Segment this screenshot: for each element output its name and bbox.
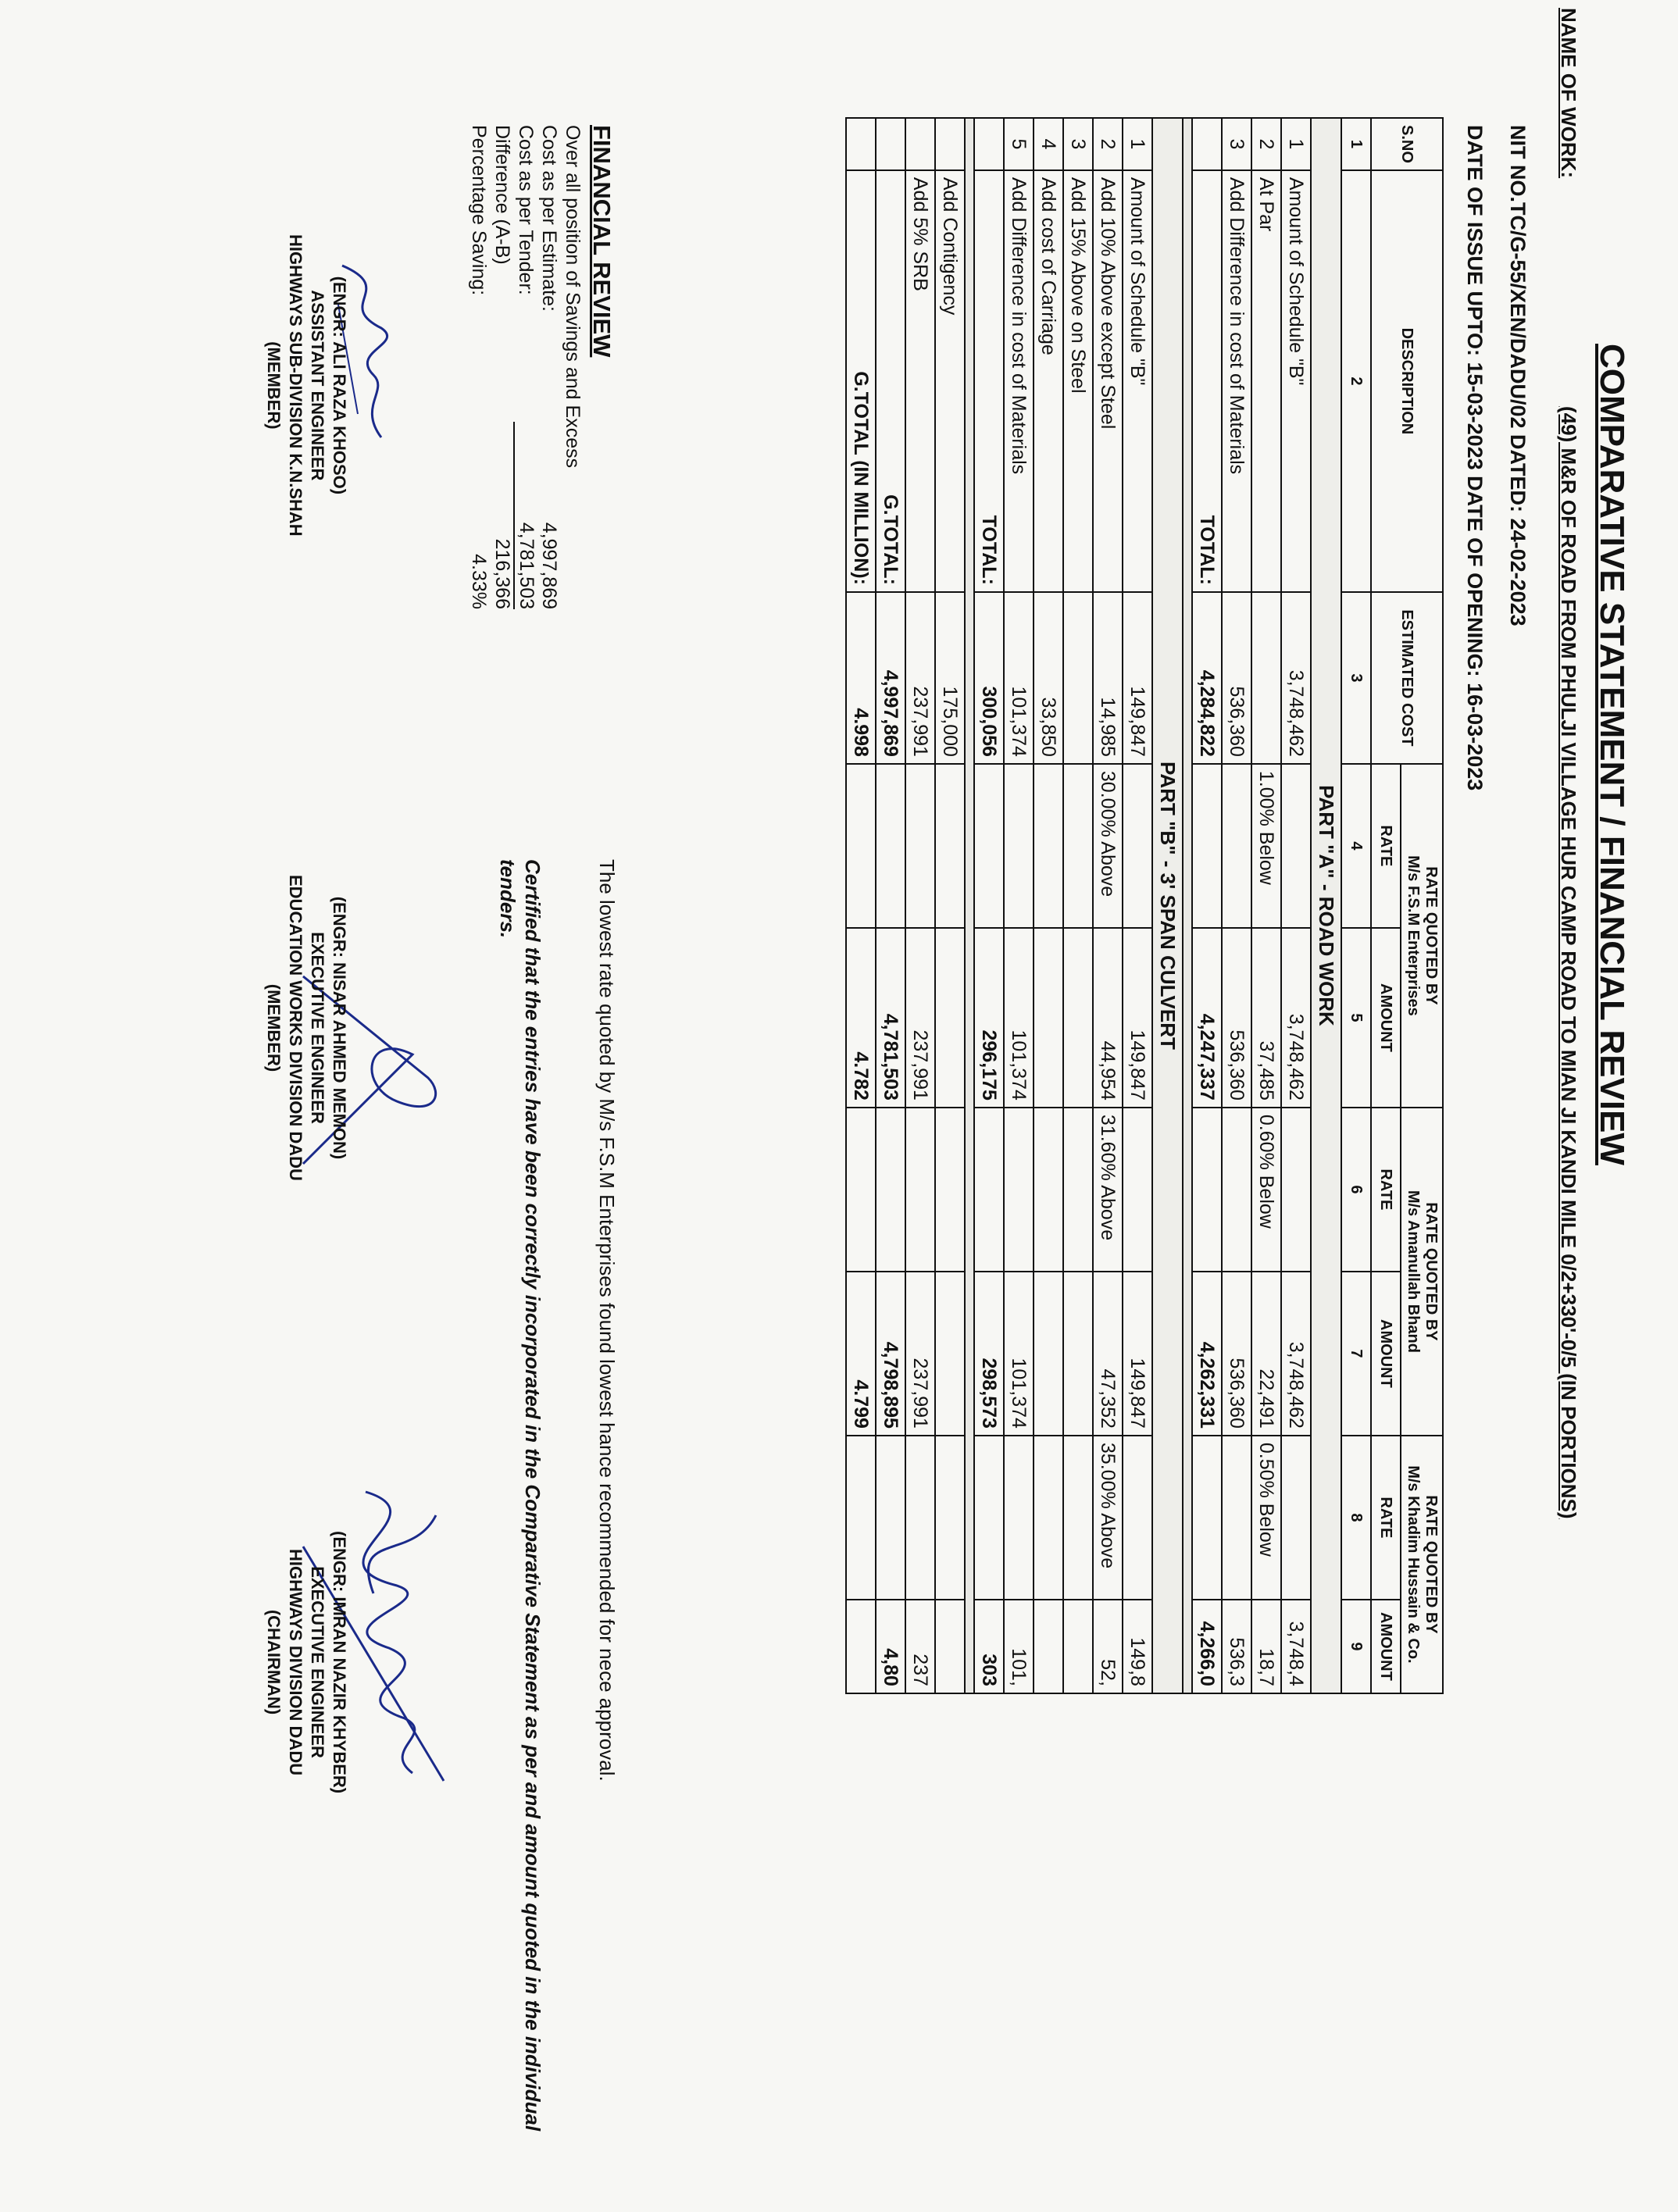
signatory-1 xyxy=(262,234,350,537)
header-rate: RATE xyxy=(1371,1436,1401,1600)
row-estimated-cost: 101,374 xyxy=(1004,592,1034,764)
column-number: 3 xyxy=(1341,592,1371,764)
row-sno: 2 xyxy=(1251,118,1281,170)
grand-total-amount-3: 4,80 xyxy=(876,1600,905,1693)
header-amount: AMOUNT xyxy=(1371,1600,1401,1693)
row-amount-1 xyxy=(1034,928,1063,1108)
row-amount-3: 18,7 xyxy=(1251,1600,1281,1693)
header-sno: S.NO xyxy=(1371,118,1443,170)
row-description: Add Contigency xyxy=(935,170,965,592)
total-label: TOTAL: xyxy=(1192,170,1222,592)
signatory-3 xyxy=(262,1531,350,1793)
total-estimated-cost: 300,056 xyxy=(974,592,1004,764)
quoted-by-label: RATE QUOTED BY xyxy=(1423,1495,1440,1634)
table-row xyxy=(1251,118,1281,1693)
row-amount-2: 237,991 xyxy=(905,1272,935,1436)
signatory-role: (CHAIRMAN) xyxy=(264,1609,284,1715)
bidder-1-name: M/s F.S.M Enterprises xyxy=(1405,855,1422,1016)
row-sno: 5 xyxy=(1004,118,1034,170)
bidder-2-name: M/s Amanullah Bhand xyxy=(1405,1190,1422,1353)
row-rate-3 xyxy=(1123,1436,1152,1600)
row-amount-2: 536,360 xyxy=(1222,1272,1251,1436)
row-rate-1: 30.00% Above xyxy=(1093,764,1123,928)
row-amount-1 xyxy=(1063,928,1093,1108)
header-rate: RATE xyxy=(1371,1108,1401,1272)
quoted-by-label: RATE QUOTED BY xyxy=(1423,866,1440,1005)
row-rate-3 xyxy=(1004,1436,1034,1600)
table-row xyxy=(1123,118,1152,1693)
grand-total-million-row xyxy=(846,118,876,1693)
part-b-total-row xyxy=(974,118,1004,1693)
column-number: 4 xyxy=(1341,764,1371,928)
row-amount-3: 237 xyxy=(905,1600,935,1693)
grand-total-label: G.TOTAL: xyxy=(876,170,905,592)
signatory-role: (MEMBER) xyxy=(264,341,284,430)
row-sno: 4 xyxy=(1034,118,1063,170)
row-amount-2 xyxy=(1063,1272,1093,1436)
row-rate-3: 35.00% Above xyxy=(1093,1436,1123,1600)
row-estimated-cost: 33,850 xyxy=(1034,592,1063,764)
signatory-name: (ENGR: IMRAN NAZIR KHYBER) xyxy=(330,1531,349,1794)
review-label: Cost as per Tender: xyxy=(515,125,537,295)
part-b-title: PART "B" - 3' SPAN CULVERT xyxy=(1152,118,1183,1693)
grand-total-million-amount-3 xyxy=(846,1600,876,1693)
table-row xyxy=(1063,118,1093,1693)
row-amount-1: 37,485 xyxy=(1251,928,1281,1108)
row-rate-2: 31.60% Above xyxy=(1093,1108,1123,1272)
row-description: Amount of Schedule "B" xyxy=(1281,170,1311,592)
row-description: Add cost of Carriage xyxy=(1034,170,1063,592)
nit-number: NIT NO.TC/G-55/XEN/DADU/02 DATED: 24-02-2023 xyxy=(1506,125,1530,626)
review-value: 216,366 xyxy=(491,538,514,609)
row-sno: 1 xyxy=(1281,118,1311,170)
row-rate-1 xyxy=(1123,764,1152,928)
header-bidder-3 xyxy=(1401,1436,1443,1693)
header-rate: RATE xyxy=(1371,764,1401,928)
row-description: Add 15% Above on Steel xyxy=(1063,170,1093,592)
review-label: Percentage Saving: xyxy=(468,125,491,296)
row-sno: 3 xyxy=(1222,118,1251,170)
signatory-office: HIGHWAYS DIVISION DADU xyxy=(286,1548,305,1776)
name-of-work: (49) M&R OF ROAD FROM PHULJI VILLAGE HUR CAMP ROAD TO MIAN JI KANDI MILE 0/2+330'-0/5 (IN PORTIONS) xyxy=(1557,406,1580,1519)
row-rate-2 xyxy=(1004,1108,1034,1272)
row-estimated-cost: 175,000 xyxy=(935,592,965,764)
grand-total-million-estimated: 4.998 xyxy=(846,592,876,764)
table-row xyxy=(1093,118,1123,1693)
table-row xyxy=(1034,118,1063,1693)
header-estimated-cost: ESTIMATED COST xyxy=(1371,592,1443,764)
row-rate-1: 1.00% Below xyxy=(1251,764,1281,928)
table-row xyxy=(905,118,935,1693)
row-rate-1 xyxy=(1004,764,1034,928)
row-amount-3: 149,8 xyxy=(1123,1600,1152,1693)
row-estimated-cost: 536,360 xyxy=(1222,592,1251,764)
row-estimated-cost: 3,748,462 xyxy=(1281,592,1311,764)
signatory-office: EDUCATION WORKS DIVISION DADU xyxy=(286,875,305,1181)
row-amount-1: 237,991 xyxy=(905,928,935,1108)
grand-total-row xyxy=(876,118,905,1693)
column-number: 8 xyxy=(1341,1436,1371,1600)
grand-total-million-amount-1: 4.782 xyxy=(846,928,876,1108)
row-description: Add 10% Above except Steel xyxy=(1093,170,1123,592)
signatory-office: HIGHWAYS SUB-DIVISION K.N.SHAH xyxy=(286,234,305,537)
row-rate-1 xyxy=(1063,764,1093,928)
row-estimated-cost: 237,991 xyxy=(905,592,935,764)
row-estimated-cost: 14,985 xyxy=(1093,592,1123,764)
total-amount-1: 4,247,337 xyxy=(1192,928,1222,1108)
header-bidder-1 xyxy=(1401,764,1443,1108)
grand-total-estimated: 4,997,869 xyxy=(876,592,905,764)
row-description: Add Difference in cost of Materials xyxy=(1222,170,1251,592)
review-value: 4,781,503 xyxy=(514,422,538,609)
grand-total-million-amount-2: 4.799 xyxy=(846,1272,876,1436)
signatory-role: (MEMBER) xyxy=(264,983,284,1072)
document-title: COMPARATIVE STATEMENT / FINANCIAL REVIEW xyxy=(1593,344,1631,1165)
grand-total-amount-1: 4,781,503 xyxy=(876,928,905,1108)
table-row xyxy=(1281,118,1311,1693)
header-description: DESCRIPTION xyxy=(1371,170,1443,592)
row-amount-2: 22,491 xyxy=(1251,1272,1281,1436)
row-estimated-cost xyxy=(1063,592,1093,764)
financial-review-subtitle: Over all position of Savings and Excess xyxy=(562,125,584,469)
row-rate-3 xyxy=(1034,1436,1063,1600)
name-of-work-label: NAME OF WORK: xyxy=(1557,8,1580,179)
total-amount-1: 296,175 xyxy=(974,928,1004,1108)
recommendation-text: The lowest rate quoted by M/s F.S.M Enterprises found lowest hance recommended for nece approval. xyxy=(595,859,619,1782)
row-amount-2: 101,374 xyxy=(1004,1272,1034,1436)
row-amount-2 xyxy=(1034,1272,1063,1436)
header-amount: AMOUNT xyxy=(1371,928,1401,1108)
table-row xyxy=(1222,118,1251,1693)
row-rate-2 xyxy=(1123,1108,1152,1272)
row-sno: 2 xyxy=(1093,118,1123,170)
column-number: 5 xyxy=(1341,928,1371,1108)
signatory-designation: EXECUTIVE ENGINEER xyxy=(308,1566,327,1758)
row-amount-3: 3,748,4 xyxy=(1281,1600,1311,1693)
row-description: Amount of Schedule "B" xyxy=(1123,170,1152,592)
signatory-name: (ENGR: ALI RAZA KHOSO) xyxy=(330,276,349,495)
signatory-designation: ASSISTANT ENGINEER xyxy=(308,290,327,481)
column-number: 9 xyxy=(1341,1600,1371,1693)
grand-total-million-label: G.TOTAL (IN MILLION): xyxy=(846,170,876,592)
grand-total-amount-2: 4,798,895 xyxy=(876,1272,905,1436)
row-amount-3: 101, xyxy=(1004,1600,1034,1693)
issue-dates: DATE OF ISSUE UPTO: 15-03-2023 DATE OF OPENING: 16-03-2023 xyxy=(1463,125,1487,791)
row-description: At Par xyxy=(1251,170,1281,592)
header-bidder-2 xyxy=(1401,1108,1443,1436)
row-amount-3 xyxy=(1034,1600,1063,1693)
row-amount-2 xyxy=(935,1272,965,1436)
row-sno: 1 xyxy=(1123,118,1152,170)
row-amount-3: 52, xyxy=(1093,1600,1123,1693)
row-estimated-cost: 149,847 xyxy=(1123,592,1152,764)
row-amount-3: 536,3 xyxy=(1222,1600,1251,1693)
row-amount-3 xyxy=(1063,1600,1093,1693)
row-estimated-cost xyxy=(1251,592,1281,764)
total-amount-3: 4,266,0 xyxy=(1192,1600,1222,1693)
row-rate-2: 0.60% Below xyxy=(1251,1108,1281,1272)
quoted-by-label: RATE QUOTED BY xyxy=(1423,1202,1440,1341)
row-sno: 3 xyxy=(1063,118,1093,170)
row-rate-1 xyxy=(1034,764,1063,928)
signatory-designation: EXECUTIVE ENGINEER xyxy=(308,932,327,1124)
review-value: 4.33% xyxy=(468,554,491,609)
total-amount-3: 303 xyxy=(974,1600,1004,1693)
row-description: Add 5% SRB xyxy=(905,170,935,592)
row-amount-3 xyxy=(935,1600,965,1693)
part-a-total-row xyxy=(1192,118,1222,1693)
bidder-3-name: M/s Khadim Hussain & Co. xyxy=(1405,1465,1422,1664)
column-number: 7 xyxy=(1341,1272,1371,1436)
column-number: 2 xyxy=(1341,170,1371,592)
total-label: TOTAL: xyxy=(974,170,1004,592)
review-value: 4,997,869 xyxy=(538,522,561,609)
column-number: 1 xyxy=(1341,118,1371,170)
row-amount-1: 3,748,462 xyxy=(1281,928,1311,1108)
table-row xyxy=(935,118,965,1693)
row-amount-1: 536,360 xyxy=(1222,928,1251,1108)
row-rate-2 xyxy=(1034,1108,1063,1272)
signatory-2 xyxy=(262,875,350,1181)
table-row xyxy=(1004,118,1034,1693)
row-rate-2 xyxy=(1063,1108,1093,1272)
comparative-table xyxy=(845,117,1444,1694)
review-label: Difference (A-B) xyxy=(491,125,514,265)
row-amount-2: 149,847 xyxy=(1123,1272,1152,1436)
row-rate-3 xyxy=(1222,1436,1251,1600)
row-rate-2 xyxy=(1281,1108,1311,1272)
financial-review xyxy=(467,125,616,609)
part-a-title: PART "A" - ROAD WORK xyxy=(1311,118,1341,1693)
header-amount: AMOUNT xyxy=(1371,1272,1401,1436)
row-rate-1 xyxy=(1281,764,1311,928)
row-rate-3: 0.50% Below xyxy=(1251,1436,1281,1600)
row-amount-1: 101,374 xyxy=(1004,928,1034,1108)
row-rate-3 xyxy=(1281,1436,1311,1600)
financial-review-heading: FINANCIAL REVIEW xyxy=(588,125,616,358)
row-rate-1 xyxy=(1222,764,1251,928)
row-rate-3 xyxy=(1063,1436,1093,1600)
total-estimated-cost: 4,284,822 xyxy=(1192,592,1222,764)
total-amount-2: 298,573 xyxy=(974,1272,1004,1436)
row-description: Add Difference in cost of Materials xyxy=(1004,170,1034,592)
column-number: 6 xyxy=(1341,1108,1371,1272)
row-amount-2: 3,748,462 xyxy=(1281,1272,1311,1436)
certification-text: Certified that the entries have been correctly incorporated in the Comparative Statement as per and amount quoted in the individual tenders. xyxy=(496,859,544,2132)
row-amount-1: 149,847 xyxy=(1123,928,1152,1108)
row-amount-1 xyxy=(935,928,965,1108)
row-amount-1: 44,954 xyxy=(1093,928,1123,1108)
review-label: Cost as per Estimate: xyxy=(538,125,561,312)
row-rate-2 xyxy=(1222,1108,1251,1272)
total-amount-2: 4,262,331 xyxy=(1192,1272,1222,1436)
signatory-name: (ENGR: NISAR AHMED MEMON) xyxy=(330,896,349,1160)
row-amount-2: 47,352 xyxy=(1093,1272,1123,1436)
